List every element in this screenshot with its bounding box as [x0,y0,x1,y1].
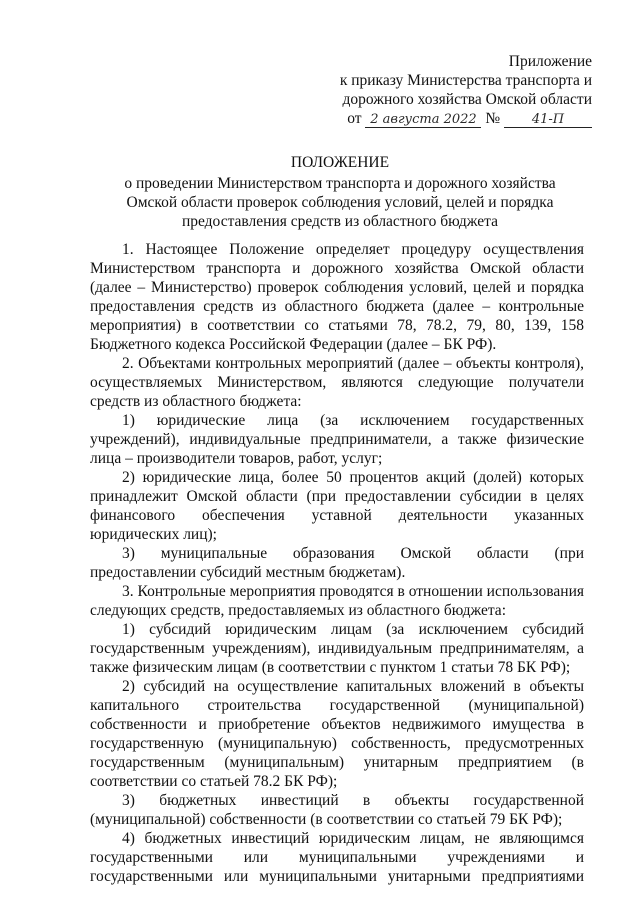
handwritten-date: 2 августа 2022 [365,112,481,128]
order-reference [330,109,592,128]
paragraph: 3) бюджетных инвестиций в объекты государственной (муниципальной) собственности (в соответствии со статьей 79 БК РФ); [90,792,584,828]
number-label: № [485,110,501,127]
paragraph: 1. Настоящее Положение определяет процедуру осуществления Министерством транспорта и дорожного хозяйства Омской области (далее – Министерство) проверок соблюдения условий, целей и порядка предоставления средств из областного бюджета (далее – контрольные мероприятия) в соответствии со статьями 78, 78.2, 79, 80, 139, 158 Бюджетного кодекса Российской Федерации (далее – БК РФ). [90,241,584,353]
paragraph: 4) бюджетных инвестиций юридическим лицам, не являющимся государственными или муниципальными учреждениями и государственными или муниципальными унитарными предприятиями [90,830,584,885]
annex-line: дорожного хозяйства Омской области [342,91,592,108]
handwritten-number: 41-П [504,112,592,128]
annex-line: к приказу Министерства транспорта и [339,72,592,89]
paragraph: 1) юридические лица (за исключением государственных учреждений), индивидуальные предприниматели, а также физические лица – производители товаров, работ, услуг; [90,412,584,467]
annex-line: Приложение [508,53,592,70]
paragraph: 2) субсидий на осуществление капитальных вложений в объекты капитального строительства государственной (муниципальной) собственности и приобретение объектов недвижимого имущества в государственную (муниципальную) собственность, предусмотренных государственным (муниципальным) унитарным предприятием (в соответствии со статьей 78.2 БК РФ); [90,678,584,790]
annex-block [330,52,592,128]
paragraph: 3. Контрольные мероприятия проводятся в отношении использования следующих средств, предоставляемых из областного бюджета: [90,583,584,619]
document-title [110,153,570,231]
title-heading: ПОЛОЖЕНИЕ [290,154,390,171]
paragraph: 3) муниципальные образования Омской области (при предоставлении субсидий местным бюджетам). [90,545,584,581]
paragraph: 1) субсидий юридическим лицам (за исключением субсидий государственным учреждениям), индивидуальным предпринимателям, а также физическим лицам (в соответствии с пунктом 1 статьи 78 БК РФ); [90,621,584,676]
paragraph: 2) юридические лица, более 50 процентов акций (долей) которых принадлежит Омской области (при предоставлении субсидии в целях финансового обеспечения уставной деятельности указанных юридических лиц); [90,469,584,543]
title-subtitle: о проведении Министерством транспорта и дорожного хозяйства Омской области проверок соблюдения условий, целей и порядка предоставления средств из областного бюджета [124,175,556,230]
document-body [90,240,584,886]
date-prefix: от [347,110,362,127]
paragraph: 2. Объектами контрольных мероприятий (далее – объекты контроля), осуществляемых Министерством, являются следующие получатели средств из областного бюджета: [90,355,584,410]
